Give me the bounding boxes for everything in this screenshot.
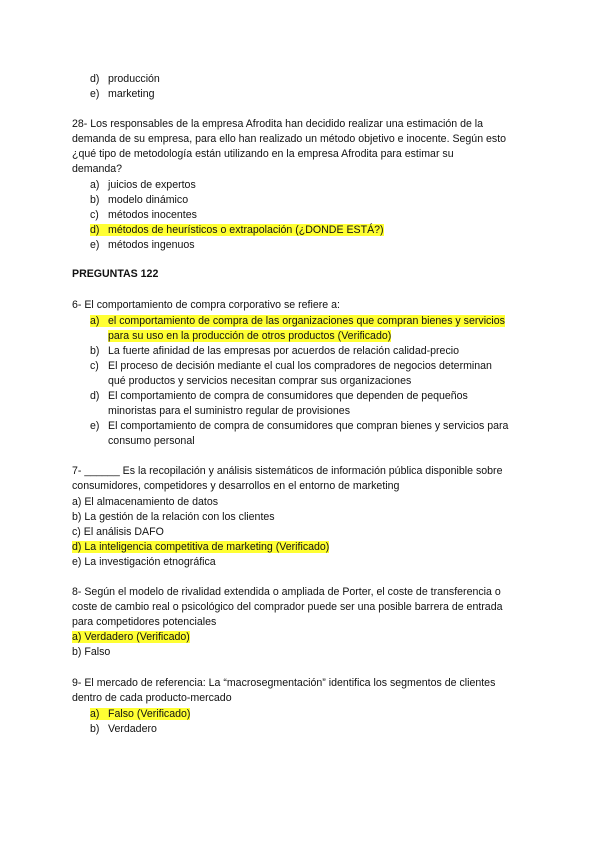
q28-option-e: e) métodos ingenuos xyxy=(90,239,195,251)
q8-option-b: b) Falso xyxy=(72,646,111,658)
q9-option-b: b) Verdadero xyxy=(90,723,157,735)
q8-option-a-highlighted xyxy=(72,631,190,644)
q6-option-c: c) El proceso de decisión mediante el cual los compradores de negocios determinan xyxy=(90,360,492,372)
q6-option-a-line-2 xyxy=(108,330,391,343)
question-28-line-1: 28- Los responsables de la empresa Afrodita han decidido realizar una estimación de la xyxy=(72,118,484,130)
q28-option-d-highlighted xyxy=(90,224,384,237)
q7-option-d-highlighted xyxy=(72,541,329,554)
question-7-line-1: 7- ______ Es la recopilación y análisis sistemáticos de información pública disponible sobre xyxy=(72,465,503,477)
question-28-line-2: demanda de su empresa, para ello han realizado un método objetivo e inocente. Según esto xyxy=(72,133,507,145)
question-28-line-4: demanda? xyxy=(72,163,123,175)
option-e: e) marketing xyxy=(90,88,155,100)
highlight: a) el comportamiento de compra de las organizaciones que compran bienes y servicios xyxy=(90,315,505,327)
q28-option-b: b) modelo dinámico xyxy=(90,194,189,206)
option-d: d) producción xyxy=(90,73,160,85)
question-8-line-2: coste de cambio real o psicológico del comprador puede ser una posible barrera de entrada xyxy=(72,601,503,613)
q6-option-c-line-2: qué productos y servicios necesitan comprar sus organizaciones xyxy=(108,375,412,387)
q6-option-a-highlighted xyxy=(90,315,505,328)
highlight: para su uso en la producción de otros productos (Verificado) xyxy=(108,330,392,342)
question-9-line-2: dentro de cada producto-mercado xyxy=(72,692,232,704)
q7-option-b: b) La gestión de la relación con los clientes xyxy=(72,511,275,523)
question-28-line-3: ¿qué tipo de metodología están utilizando en la empresa Afrodita para estimar su xyxy=(72,148,454,160)
question-6-stem: 6- El comportamiento de compra corporativo se refiere a: xyxy=(72,299,340,311)
q28-option-a: a) juicios de expertos xyxy=(90,179,196,191)
question-7-line-2: consumidores, competidores y desarrollos en el entorno de marketing xyxy=(72,480,400,492)
q9-option-a-highlighted xyxy=(90,708,190,721)
q6-option-b: b) La fuerte afinidad de las empresas por acuerdos de relación calidad-precio xyxy=(90,345,459,357)
q6-option-d-line-2: minoristas para el suministro regular de provisiones xyxy=(108,405,350,417)
q7-option-a: a) El almacenamiento de datos xyxy=(72,496,219,508)
question-8-line-1: 8- Según el modelo de rivalidad extendida o ampliada de Porter, el coste de transferencia o xyxy=(72,586,501,598)
q6-option-e-line-2: consumo personal xyxy=(108,435,195,447)
question-9-line-1: 9- El mercado de referencia: La “macrosegmentación” identifica los segmentos de clientes xyxy=(72,677,496,689)
q28-option-c: c) métodos inocentes xyxy=(90,209,197,221)
question-8-line-3: para competidores potenciales xyxy=(72,616,217,628)
highlight: d) métodos de heurísticos o extrapolación (¿DONDE ESTÁ?) xyxy=(90,224,384,236)
highlight: a) Falso (Verificado) xyxy=(90,708,191,720)
q6-option-e: e) El comportamiento de compra de consumidores que compran bienes y servicios para xyxy=(90,420,509,432)
q7-option-c: c) El análisis DAFO xyxy=(72,526,164,538)
highlight: d) La inteligencia competitiva de marketing (Verificado) xyxy=(72,541,330,553)
section-title: PREGUNTAS 122 xyxy=(72,268,159,280)
highlight: a) Verdadero (Verificado) xyxy=(72,631,190,643)
q7-option-e: e) La investigación etnográfica xyxy=(72,556,216,568)
q6-option-d: d) El comportamiento de compra de consumidores que dependen de pequeños xyxy=(90,390,468,402)
